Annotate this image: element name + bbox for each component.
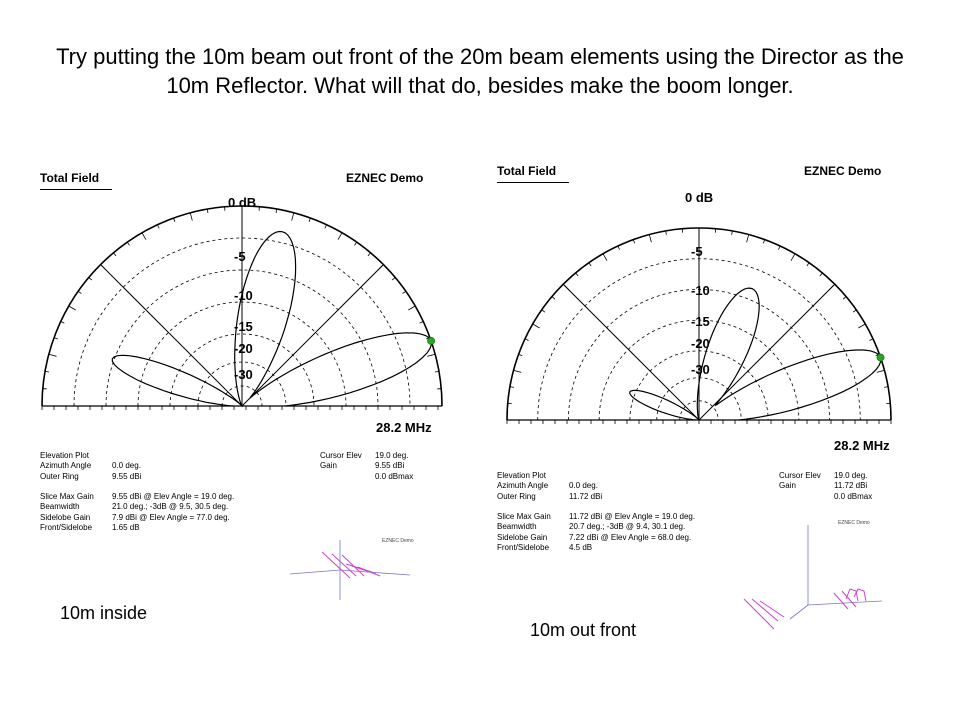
info-key: Elevation Plot bbox=[497, 471, 546, 480]
radial-line bbox=[563, 284, 699, 420]
ring-label: -20 bbox=[691, 336, 710, 351]
ring-label: -15 bbox=[691, 314, 710, 329]
info-value: 19.0 deg. bbox=[834, 471, 868, 480]
angle-tick bbox=[542, 310, 545, 312]
ring-label: -5 bbox=[691, 244, 703, 259]
angle-tick bbox=[820, 273, 823, 276]
ring-label: -10 bbox=[691, 283, 710, 298]
info-value: 1.65 dB bbox=[112, 523, 140, 533]
info-key: Cursor Elev bbox=[779, 471, 821, 480]
info-key: Slice Max Gain bbox=[497, 512, 551, 522]
info-key: Slice Max Gain bbox=[40, 492, 94, 502]
info-key: Outer Ring bbox=[40, 471, 79, 481]
total-field-header: Total Field bbox=[497, 164, 556, 178]
antenna-elements bbox=[744, 589, 866, 629]
slide-title: Try putting the 10m beam out front of the 20m beam elements using the Director as the 10m Reflector. What will that do, besides make the boom longer. bbox=[56, 44, 904, 98]
info-key: Sidelobe Gain bbox=[497, 532, 548, 542]
frequency-label: 28.2 MHz bbox=[834, 438, 890, 453]
total-field-header: Total Field bbox=[40, 171, 99, 185]
info-value: 20.7 deg.; -3dB @ 9.4, 30.1 deg. bbox=[569, 522, 686, 532]
antenna-demo-label: EZNEC Demo bbox=[838, 520, 870, 526]
angle-tick bbox=[807, 263, 809, 266]
info-value: 4.5 dB bbox=[569, 543, 593, 553]
antenna-axes bbox=[790, 525, 882, 619]
angle-tick bbox=[778, 246, 780, 250]
info-value: 0.0 dBmax bbox=[375, 471, 414, 481]
info-value: 11.72 dBi bbox=[569, 491, 603, 501]
angle-tick bbox=[829, 284, 835, 290]
info-value: 9.55 dBi bbox=[375, 461, 405, 471]
ring-label: -15 bbox=[234, 319, 253, 334]
angle-tick bbox=[869, 339, 873, 341]
ring-label: -10 bbox=[234, 288, 253, 303]
frequency-label: 28.2 MHz bbox=[376, 420, 432, 435]
angle-tick bbox=[791, 254, 795, 261]
info-key: Gain bbox=[779, 481, 796, 491]
info-value: 11.72 dBi bbox=[834, 481, 868, 491]
info-key: Front/Sidelobe bbox=[497, 543, 550, 553]
angle-tick bbox=[563, 284, 569, 290]
angle-tick bbox=[552, 297, 555, 300]
info-value: 21.0 deg.; -3dB @ 9.5, 30.5 deg. bbox=[112, 502, 229, 512]
info-key: Beamwidth bbox=[497, 522, 537, 532]
cursor-marker bbox=[877, 354, 884, 361]
ring-label: 0 dB bbox=[228, 195, 257, 210]
info-value: 9.55 dBi @ Elev Angle = 19.0 deg. bbox=[112, 492, 235, 502]
caption-10m-inside: 10m inside bbox=[60, 603, 148, 623]
radiation-pattern bbox=[630, 288, 881, 420]
info-key: Beamwidth bbox=[40, 502, 80, 512]
info-value: 0.0 deg. bbox=[112, 461, 141, 471]
info-key: Front/Sidelobe bbox=[40, 523, 93, 533]
angle-tick bbox=[603, 254, 607, 261]
angle-tick bbox=[525, 339, 529, 341]
info-value: 0.0 dBmax bbox=[834, 491, 873, 501]
angle-tick bbox=[514, 370, 522, 372]
info-value: 19.0 deg. bbox=[375, 451, 409, 460]
caption-10m-out-front: 10m out front bbox=[530, 620, 637, 640]
eznec-demo-header: EZNEC Demo bbox=[346, 171, 424, 185]
info-value: 7.9 dBi @ Elev Angle = 77.0 deg. bbox=[112, 512, 230, 522]
angle-tick bbox=[843, 297, 846, 300]
ring-label: -30 bbox=[234, 367, 253, 382]
info-key: Gain bbox=[320, 461, 337, 471]
angle-tick bbox=[576, 273, 579, 276]
antenna-view bbox=[730, 515, 900, 635]
antenna-demo-label: EZNEC Demo bbox=[382, 538, 414, 544]
info-value: 11.72 dBi @ Elev Angle = 19.0 deg. bbox=[569, 512, 696, 522]
info-key: Elevation Plot bbox=[40, 451, 89, 460]
ring-label: -20 bbox=[234, 341, 253, 356]
angle-tick bbox=[853, 310, 856, 312]
info-key: Sidelobe Gain bbox=[40, 512, 91, 522]
info-value: 9.55 dBi bbox=[112, 471, 142, 481]
info-value: 0.0 deg. bbox=[569, 481, 598, 491]
info-key: Azimuth Angle bbox=[40, 461, 92, 471]
angle-tick bbox=[533, 324, 540, 328]
eznec-demo-header: EZNEC Demo bbox=[804, 164, 882, 178]
info-key: Azimuth Angle bbox=[497, 481, 549, 491]
ring-label: -5 bbox=[234, 249, 246, 264]
angle-tick bbox=[858, 324, 865, 328]
ring-label: 0 dB bbox=[685, 190, 714, 205]
angle-tick bbox=[589, 263, 591, 266]
angle-tick bbox=[747, 235, 749, 243]
info-key: Cursor Elev bbox=[320, 451, 362, 460]
info-value: 7.22 dBi @ Elev Angle = 68.0 deg. bbox=[569, 532, 692, 542]
info-key: Outer Ring bbox=[497, 491, 536, 501]
angle-tick bbox=[649, 235, 651, 243]
angle-tick bbox=[618, 246, 620, 250]
ring-label: -30 bbox=[691, 362, 710, 377]
angle-tick bbox=[877, 370, 885, 372]
